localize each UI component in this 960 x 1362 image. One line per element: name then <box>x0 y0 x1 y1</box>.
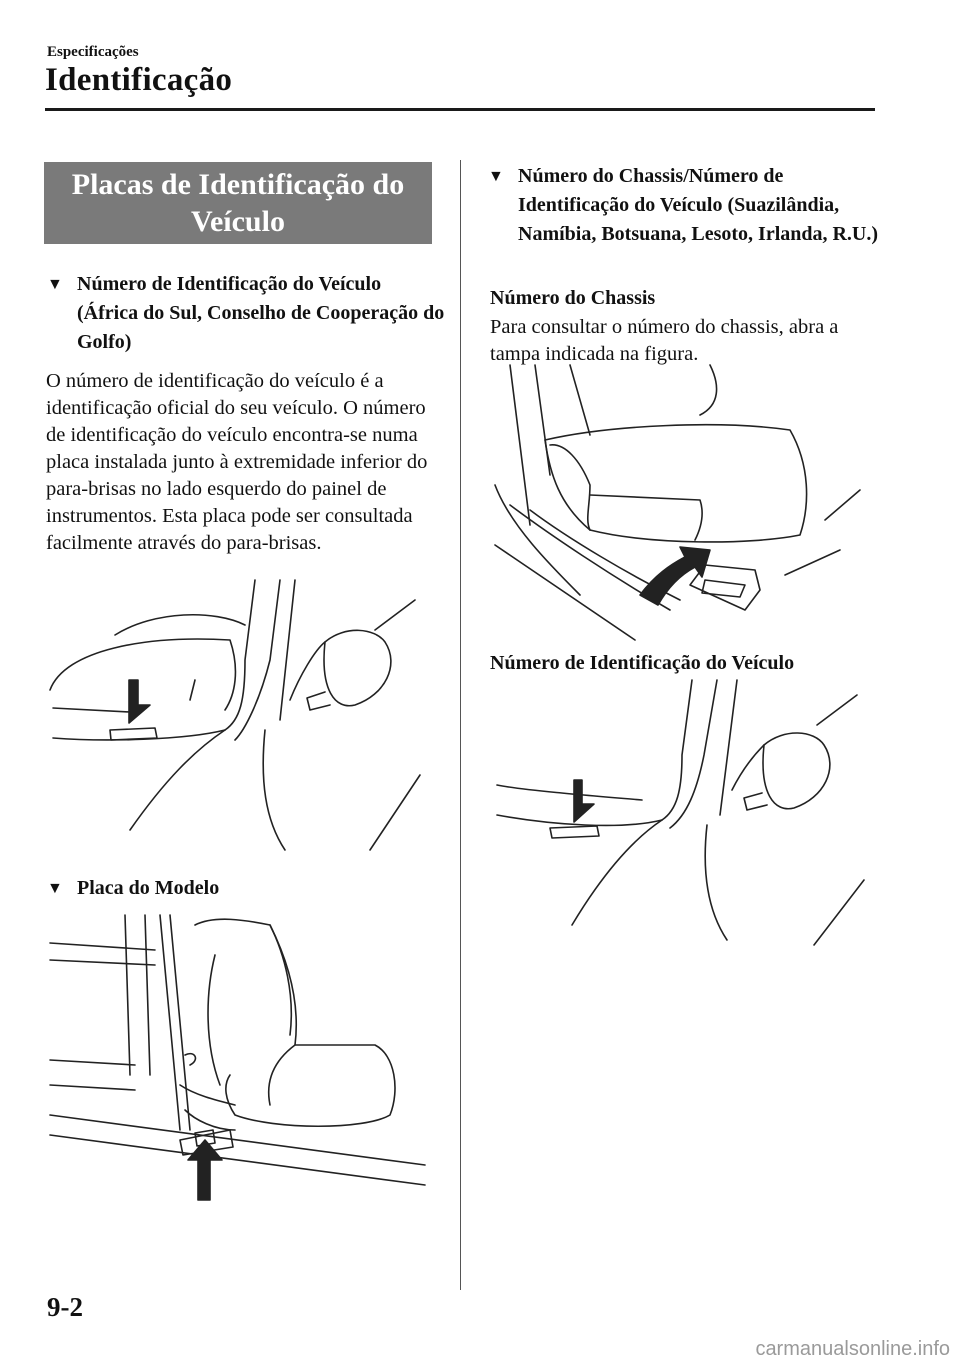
page-title: Identificação <box>45 62 233 98</box>
heading-vin-south-africa: ▼ Número de Identificação do Veículo (África do Sul, Conselho de Cooperação do Golfo) <box>47 270 447 357</box>
banner-text: Placas de Identificação do Veículo <box>71 168 405 238</box>
heading-chassis-vin: ▼ Número do Chassis/Número de Identificação do Veículo (Suazilândia, Namíbia, Botsuana, Lesoto, Irlanda, R.U.) <box>488 162 888 249</box>
heading-model-plate: ▼ Placa do Modelo <box>47 874 447 903</box>
vin-plate-illustration-left <box>45 580 435 860</box>
watermark: carmanualsonline.info <box>755 1338 950 1360</box>
down-triangle-icon: ▼ <box>47 880 63 897</box>
down-triangle-icon: ▼ <box>488 168 504 185</box>
chassis-cover-illustration <box>490 365 880 645</box>
down-triangle-icon: ▼ <box>47 276 63 293</box>
vin-plate-illustration-right <box>492 680 872 950</box>
section-banner <box>44 162 432 244</box>
chassis-paragraph: Para consultar o número do chassis, abra a tampa indicada na figura. <box>490 316 839 365</box>
title-rule <box>45 108 875 111</box>
vin-label: Número de Identificação do Veículo <box>490 652 795 674</box>
page-number: 9-2 <box>47 1292 83 1322</box>
section-label: Especificações <box>47 44 139 60</box>
vin-paragraph: O número de identificação do veículo é a identificação oficial do seu veículo. O número de identificação do veículo encontra-se numa placa instalada junto à extremidade inferior do para-brisas no lado esquerdo do painel de instrumentos. Esta placa pode ser consultada facilmente através do para-brisas. <box>46 370 428 554</box>
model-plate-illustration <box>45 915 435 1205</box>
chassis-label: Número do Chassis <box>490 287 656 309</box>
column-divider <box>460 160 461 1290</box>
